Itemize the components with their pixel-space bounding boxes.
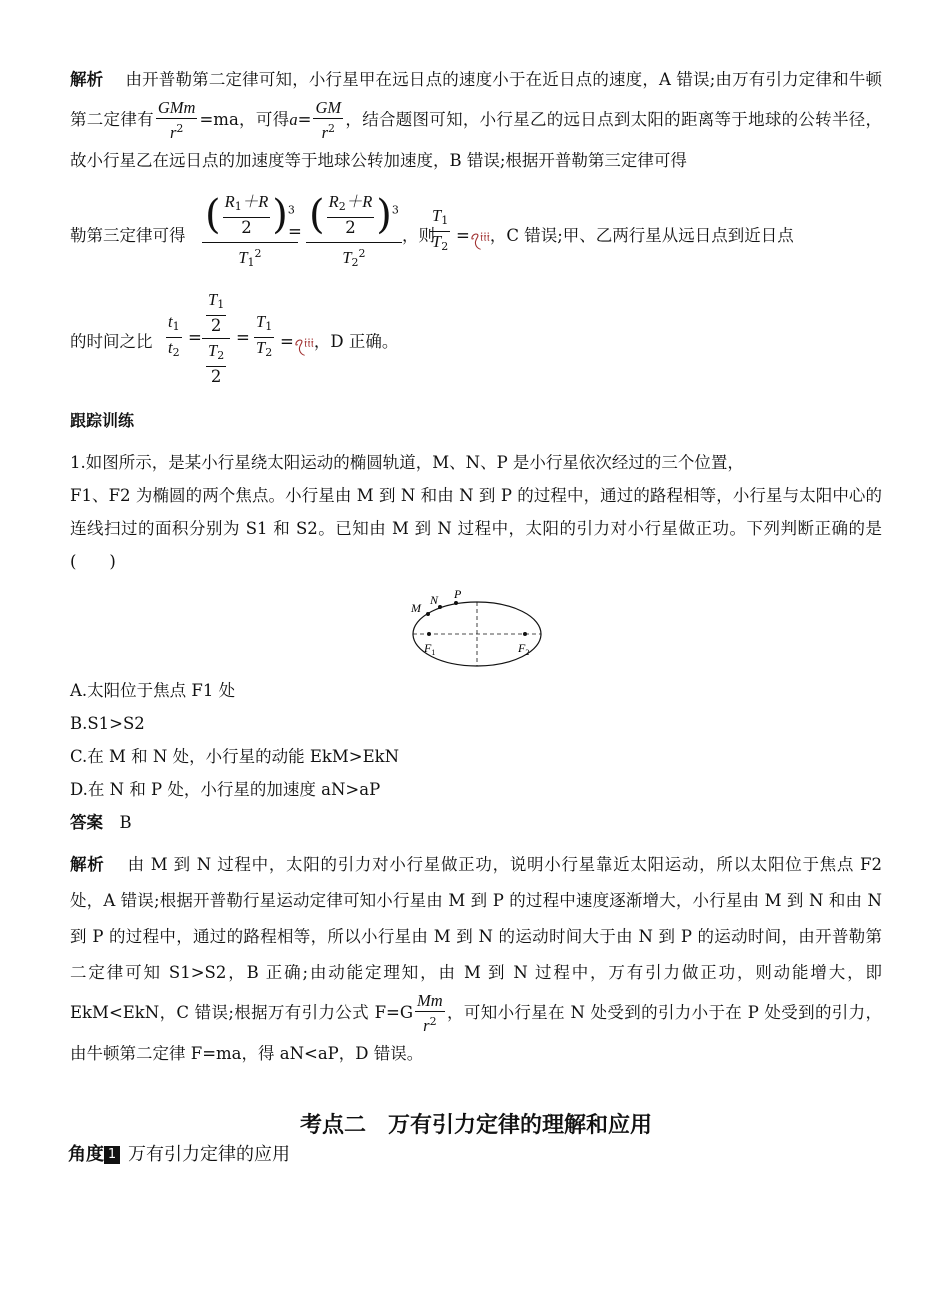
fraction-t1-t2-small: $\frac{t_1}{t_2}$ — [168, 312, 180, 359]
label-F2: $F_2$ — [518, 641, 530, 657]
section-title: 考点二 万有引力定律的理解和应用 — [299, 1113, 652, 1138]
analysis-1: 解析 由开普勒第二定律可知，小行星甲在远日点的速度小于在近日点的速度，A 错误;由万有引力定律和牛顿第二定律有 $\frac{\text{GMm}}{r^2}$ =ma，可得a= $\frac{GM}{r^2}$ ，结合题图可知，小行星乙的远日点到太阳的距离等于地球的公转半径，故小行星乙在远日点的加速度等于地球公转加速度，B 错误;根据开普勒第三定律可得 — [70, 70, 883, 170]
angle-number-badge: 1 — [104, 1146, 120, 1164]
fraction-gmm-r2: $\frac{\text{GMm}}{r^2}$ — [157, 98, 196, 142]
question-line-1: 1.如图所示，是某小行星绕太阳运动的椭圆轨道，M、N、P 是小行星依次经过的三个位置， — [70, 453, 744, 472]
label-M: M — [411, 601, 421, 615]
options-list — [70, 674, 882, 839]
option-c: C.在 M 和 N 处，小行星的动能 EkM>EkN — [70, 747, 400, 766]
angle-title: 万有引力定律的应用 — [128, 1144, 290, 1165]
focus-F2 — [523, 632, 527, 636]
fraction-gm-r2: $\frac{GM}{r^2}$ — [315, 98, 342, 142]
focus-F1 — [427, 632, 431, 636]
kepler-lhs-fraction: ( $\frac{R_1+R}{2}$ )$^3$ $T_1^2$ — [202, 192, 298, 269]
broken-radical-glyph: ꪖ𝔦𝔦𝔦 — [469, 230, 490, 245]
point-P — [454, 601, 458, 605]
analysis-2-label: 解析 — [70, 855, 105, 874]
fraction-T1-T2-b: $\frac{T_1}{T_2}$ — [256, 312, 273, 359]
label-N: N — [430, 593, 439, 607]
option-b: B.S1>S2 — [70, 714, 145, 733]
kepler-third-law-line: 勒第三定律可得 ( $\frac{R_1+R}{2}$ )$^3$ $T_1^2$ = ( $\frac{R_2+R}{2}$ )$^3$ $T_2^2$ ，则 $\frac{T_1}{T_2}$ =ꪖ𝔦𝔦𝔦，C 错误;甲、乙两行星从远日点到近日点 — [70, 192, 794, 269]
fraction-t1-t2: $\frac{T_1}{T_2}$ — [432, 206, 449, 253]
answer-line — [70, 806, 882, 839]
analysis-2-text1: 由 M 到 N 过程中，太阳的引力对小行星做正功，说明小行星靠近太阳运动，所以太阳位于焦点 F2 处，A 错误;根据开普勒行星运动定律可知小行星由 M 到 P 的过程中速度逐渐增大，小行星由 M 到 N 和由 N 到 P 的过程中，通过的路程相等，所以小行星由 M 到 N 的运动时间大于由 N 到 P 的运动时间，由开普勒第二定律可知 S1>S2，B 正确;由动能定理知，由 M 到 N 过程中，万有引力做正功，则动能增大，即 EkM<EkN，C 错误;根据万有引力公式 F=G — [70, 855, 882, 1022]
analysis-text: 由开普勒第二定律可知，小行星甲在远日点的速度小于在近日点的速度，A 错误;由万有引力定律和牛顿第二定律有 — [70, 70, 882, 129]
analysis-2 — [70, 847, 882, 1072]
time-ratio-line: 的时间之比 $\frac{t_1}{t_2}$ = $\frac{T_1}{2}$ $\frac{T_2}{2}$ = $\frac{T_1}{T_2}$ =ꪖ𝔦𝔦𝔦，D 正确。 — [70, 290, 399, 386]
half-period-ratio: $\frac{T_1}{2}$ $\frac{T_2}{2}$ — [202, 290, 230, 387]
question-block — [70, 446, 882, 578]
ellipse-orbit-diagram — [404, 582, 554, 674]
option-a: A.太阳位于焦点 F1 处 — [70, 681, 236, 700]
label-F1: $F_1$ — [424, 641, 436, 657]
angle-label: 角度 — [68, 1144, 104, 1165]
fraction-mm-r2: $\frac{Mm}{r^2}$ — [417, 991, 443, 1035]
angle-subtitle — [68, 1140, 290, 1166]
kepler-rhs-fraction: ( $\frac{R_2+R}{2}$ )$^3$ $T_2^2$ — [306, 192, 402, 269]
point-N — [438, 605, 442, 609]
answer-value: B — [119, 813, 132, 832]
point-M — [426, 612, 430, 616]
label-P: P — [454, 587, 462, 601]
analysis-2-text2: ，可知小行星在 N 处受到的引力小于在 P 处受到的引力，由牛顿第二定律 F=ma，得 aN<aP，D 错误。 — [70, 1003, 882, 1063]
analysis-label: 解析 — [70, 70, 104, 89]
tracking-title: 跟踪训练 — [70, 411, 135, 430]
answer-label: 答案 — [70, 813, 103, 832]
option-d: D.在 N 和 P 处，小行星的加速度 aN>aP — [70, 780, 381, 799]
question-line-2: F1、F2 为椭圆的两个焦点。小行星由 M 到 N 和由 N 到 P 的过程中，通过的路程相等，小行星与太阳中心的连线扫过的面积分别为 S1 和 S2。已知由 M 到 N 过程中，太阳的引力对小行星做正功。下列判断正确的是( ) — [70, 486, 882, 571]
